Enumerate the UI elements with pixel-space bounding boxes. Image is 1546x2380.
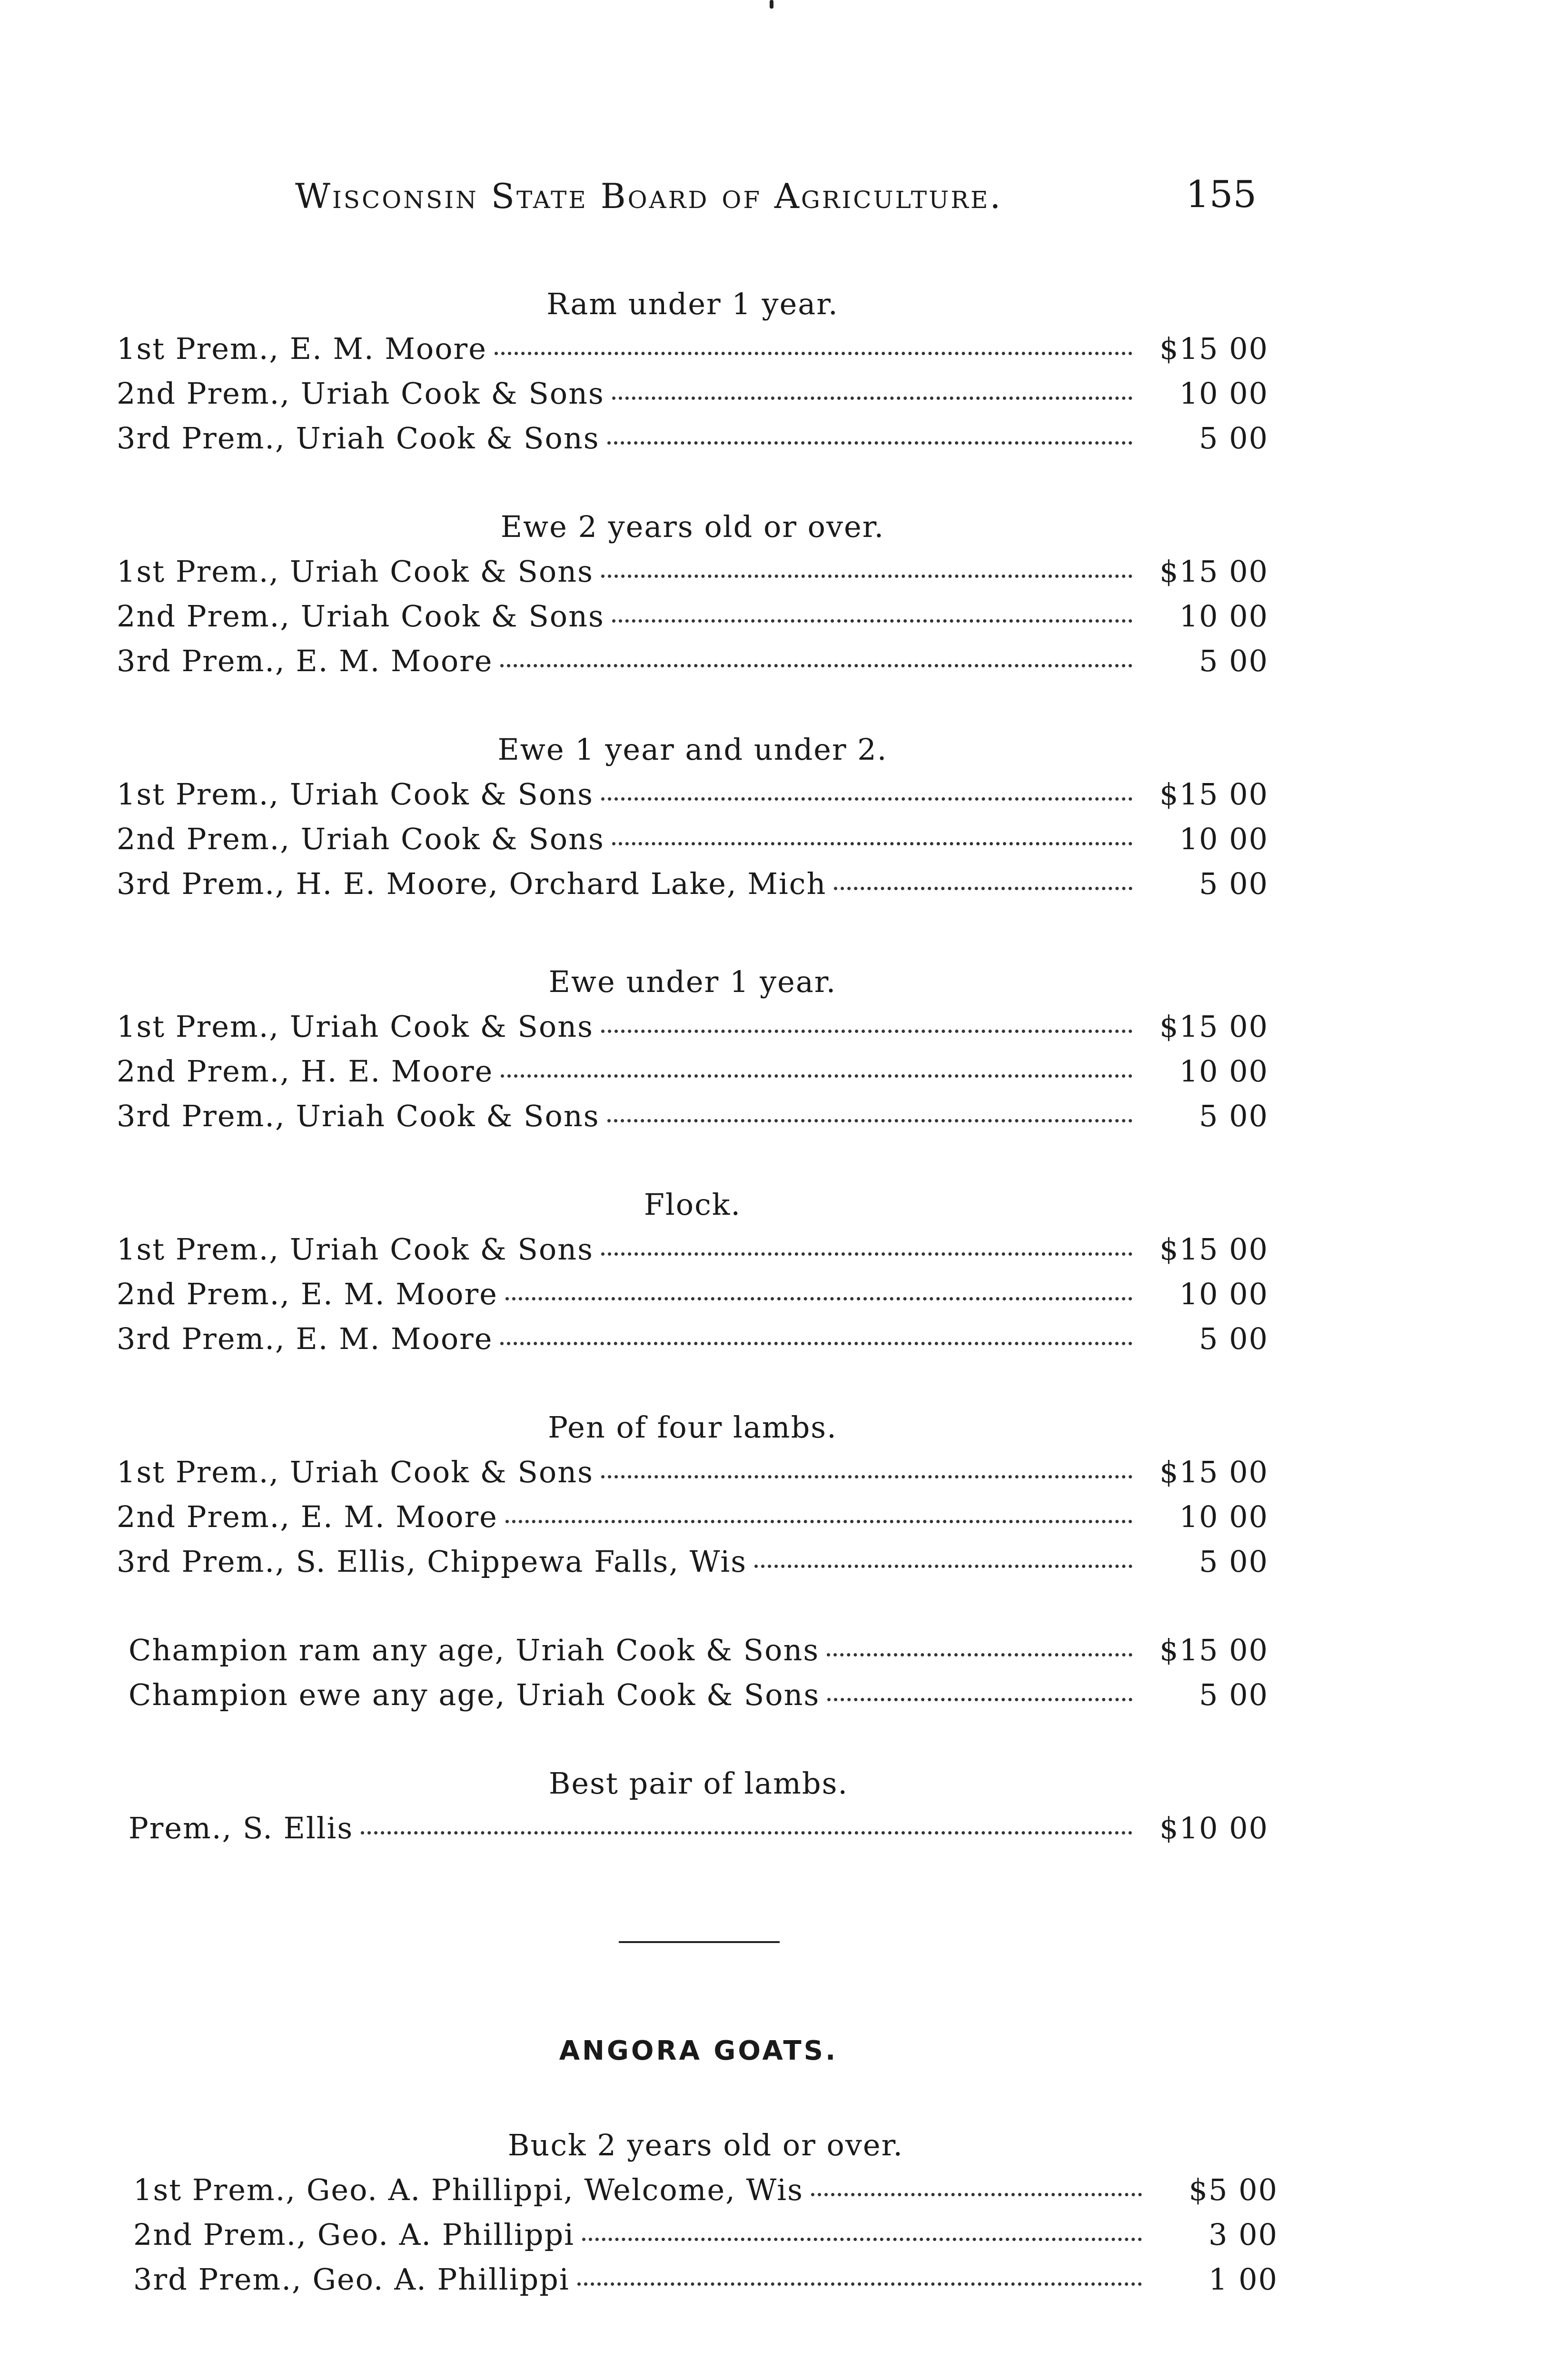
dot-leader (601, 1475, 1132, 1478)
entry-label: 2nd Prem., E. M. Moore (117, 1499, 498, 1534)
entry-amount: $15 00 (1160, 331, 1269, 366)
entry-amount: 5 00 (1199, 866, 1269, 901)
prize-entry (117, 1450, 1269, 1495)
running-title: Wisconsin State Board of Agriculture. (295, 176, 1003, 216)
prize-entry (117, 1049, 1269, 1094)
entry-label: Champion ram any age, Uriah Cook & Sons (129, 1633, 820, 1667)
section-best-pair-of-lambs (129, 1761, 1269, 1851)
entry-amount: 10 00 (1179, 1277, 1269, 1311)
prize-entry (133, 2212, 1278, 2257)
dot-leader (495, 352, 1132, 355)
dot-leader (577, 2282, 1142, 2286)
entry-amount: $5 00 (1189, 2172, 1278, 2207)
prize-entry (117, 1272, 1269, 1317)
entry-amount: 1 00 (1208, 2262, 1278, 2297)
dot-leader (500, 664, 1132, 667)
dot-leader (612, 397, 1132, 400)
dot-leader (754, 1565, 1132, 1568)
entry-label: 3rd Prem., H. E. Moore, Orchard Lake, Mich (117, 866, 827, 901)
dot-leader (501, 1074, 1132, 1078)
entry-amount: 5 00 (1199, 644, 1269, 678)
entry-label: 3rd Prem., E. M. Moore (117, 644, 493, 678)
entry-amount: 5 00 (1199, 1677, 1269, 1712)
dot-leader (827, 1653, 1132, 1656)
entry-label: 1st Prem., Uriah Cook & Sons (117, 1009, 594, 1044)
page-number: 155 (1186, 173, 1257, 216)
prize-entry (117, 416, 1269, 461)
dot-leader (612, 619, 1132, 623)
entry-label: 3rd Prem., Uriah Cook & Sons (117, 421, 600, 456)
section-heading: Pen of four lambs. (548, 1410, 837, 1445)
section-heading: Ram under 1 year. (546, 287, 839, 321)
section-pen-of-four-lambs (117, 1405, 1269, 1584)
entry-label: 1st Prem., Uriah Cook & Sons (117, 1455, 594, 1489)
prize-entry (133, 2257, 1278, 2302)
section-ewe-under-1-year (117, 960, 1269, 1139)
dot-leader (834, 887, 1132, 890)
dot-leader (612, 842, 1132, 845)
entry-amount: $15 00 (1160, 1009, 1269, 1044)
prize-entry (117, 1539, 1269, 1584)
section-angora-goats-title (129, 2029, 1269, 2073)
dot-leader (582, 2238, 1142, 2241)
prize-entry (117, 1227, 1269, 1272)
entry-amount: $10 00 (1160, 1811, 1269, 1845)
section-heading: Best pair of lambs. (548, 1766, 849, 1801)
entry-label: Prem., S. Ellis (129, 1811, 354, 1845)
entry-label: 2nd Prem., H. E. Moore (117, 1054, 494, 1089)
prize-entry (117, 1317, 1269, 1361)
prize-entry (117, 639, 1269, 684)
section-flock (117, 1182, 1269, 1361)
entry-amount: 10 00 (1179, 599, 1269, 634)
section-heading: Flock. (644, 1187, 742, 1222)
entry-amount: 10 00 (1179, 822, 1269, 856)
dot-leader (827, 1698, 1132, 1701)
dot-leader (500, 1342, 1132, 1345)
dot-leader (601, 797, 1132, 801)
entry-label: 2nd Prem., Geo. A. Phillippi (133, 2217, 575, 2252)
entry-label: 2nd Prem., Uriah Cook & Sons (117, 822, 605, 856)
section-heading: Buck 2 years old or over. (507, 2128, 904, 2162)
entry-amount: 5 00 (1199, 1099, 1269, 1133)
prize-entry (117, 549, 1269, 594)
prize-entry (129, 1673, 1269, 1717)
entry-amount: 5 00 (1199, 421, 1269, 456)
top-mark (770, 0, 773, 9)
prize-entry (117, 371, 1269, 416)
entry-label: 1st Prem., E. M. Moore (117, 331, 487, 366)
prize-entry (117, 1004, 1269, 1049)
dot-leader (607, 1119, 1132, 1122)
section-ewe-1-year-under-2 (117, 727, 1269, 906)
section-heading: Ewe 1 year and under 2. (497, 732, 888, 767)
entry-amount: 5 00 (1199, 1321, 1269, 1356)
entry-label: 3rd Prem., Uriah Cook & Sons (117, 1099, 600, 1133)
entry-amount: 10 00 (1179, 376, 1269, 411)
dot-leader (607, 441, 1132, 445)
dot-leader (601, 1030, 1132, 1033)
prize-entry (117, 772, 1269, 817)
entry-amount: 10 00 (1179, 1499, 1269, 1534)
entry-amount: 3 00 (1208, 2217, 1278, 2252)
page-header (295, 173, 1257, 224)
dot-leader (811, 2193, 1142, 2196)
section-divider (619, 1941, 780, 1943)
dot-leader (505, 1297, 1132, 1300)
entry-label: 3rd Prem., Geo. A. Phillippi (133, 2262, 570, 2297)
entry-label: 1st Prem., Uriah Cook & Sons (117, 1232, 594, 1267)
prize-entry (117, 327, 1269, 371)
dot-leader (601, 1252, 1132, 1256)
entry-label: 3rd Prem., E. M. Moore (117, 1321, 493, 1356)
entry-amount: $15 00 (1160, 1455, 1269, 1489)
section-ram-under-1-year (117, 282, 1269, 461)
entry-label: 2nd Prem., E. M. Moore (117, 1277, 498, 1311)
entry-amount: $15 00 (1160, 777, 1269, 812)
entry-label: 2nd Prem., Uriah Cook & Sons (117, 376, 605, 411)
entry-label: 1st Prem., Uriah Cook & Sons (117, 554, 594, 589)
entry-amount: 10 00 (1179, 1054, 1269, 1089)
entry-label: Champion ewe any age, Uriah Cook & Sons (129, 1677, 820, 1712)
dot-leader (505, 1520, 1132, 1523)
section-heading: Ewe under 1 year. (548, 964, 837, 999)
entry-amount: 5 00 (1199, 1544, 1269, 1579)
entry-label: 1st Prem., Uriah Cook & Sons (117, 777, 594, 812)
category-title: ANGORA GOATS. (559, 2035, 838, 2066)
prize-entry (133, 2168, 1278, 2212)
entry-label: 1st Prem., Geo. A. Phillippi, Welcome, Wis (133, 2172, 803, 2207)
dot-leader (601, 575, 1132, 578)
entry-amount: $15 00 (1160, 1232, 1269, 1267)
prize-entry (117, 1495, 1269, 1539)
section-heading: Ewe 2 years old or over. (500, 509, 885, 544)
prize-entry (117, 594, 1269, 639)
section-buck-2-years-or-over (133, 2123, 1278, 2302)
entry-amount: $15 00 (1160, 554, 1269, 589)
section-champions (129, 1628, 1269, 1717)
dot-leader (361, 1831, 1132, 1835)
prize-entry (129, 1628, 1269, 1673)
prize-entry (117, 862, 1269, 906)
prize-entry (117, 817, 1269, 862)
entry-label: 2nd Prem., Uriah Cook & Sons (117, 599, 605, 634)
entry-amount: $15 00 (1160, 1633, 1269, 1667)
prize-entry (117, 1094, 1269, 1139)
entry-label: 3rd Prem., S. Ellis, Chippewa Falls, Wis (117, 1544, 747, 1579)
section-ewe-2-years-or-over (117, 505, 1269, 684)
prize-entry (129, 1806, 1269, 1851)
